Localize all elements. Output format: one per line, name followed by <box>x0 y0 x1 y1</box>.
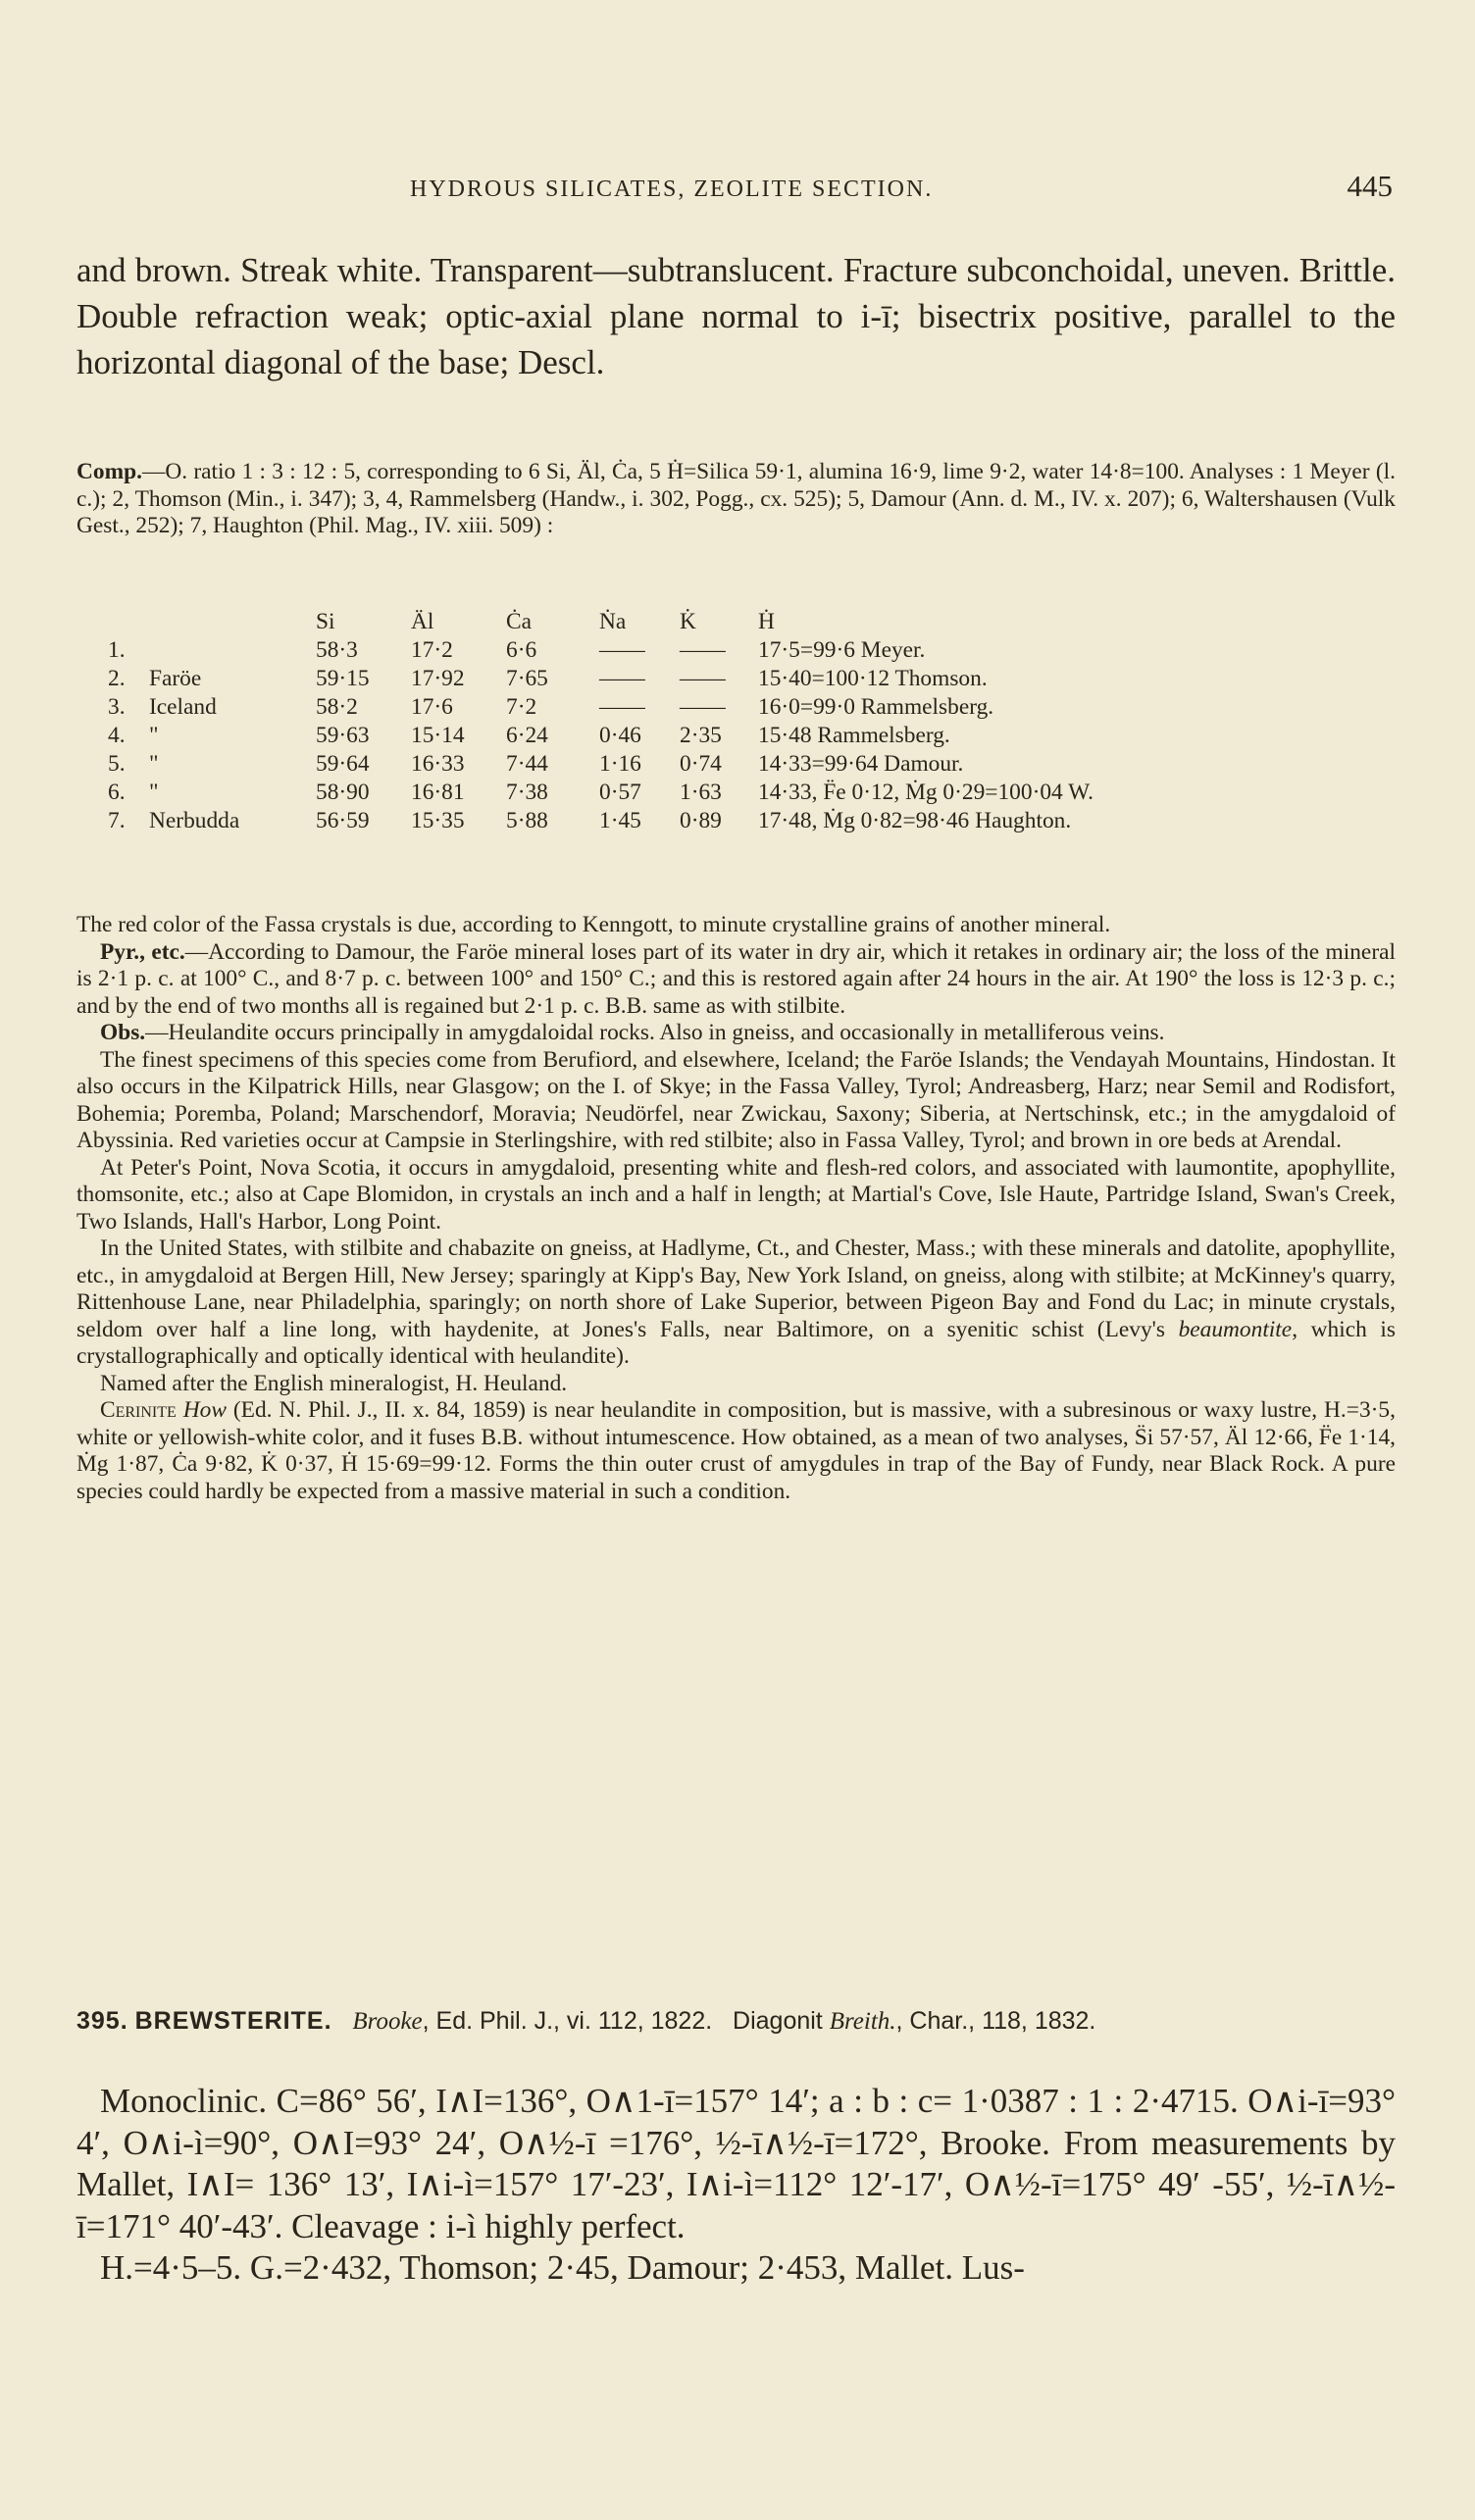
table-cell: 15·14 <box>411 723 465 748</box>
red-color-note: The red color of the Fassa crystals is due, according to Kenngott, to minute crystalline grains of another mineral. <box>76 912 1111 937</box>
breith-ref: , Char., 118, 1832. <box>895 2007 1096 2035</box>
table-cell: 56·59 <box>316 808 370 833</box>
table-cell: 5. <box>108 751 126 777</box>
table-cell: 16·0=99·0 Rammelsberg. <box>758 694 994 720</box>
brooke-ref: , Ed. Phil. J., vi. 112, 1822. <box>422 2007 713 2035</box>
comp-label: Comp. <box>76 459 142 484</box>
table-row <box>108 750 1288 779</box>
comp-text: —O. ratio 1 : 3 : 12 : 5, corresponding to 6 Si, Äl, Ċa, 5 Ḣ=Silica 59·1, alumina 16·9, lime 9·2, water 14·8=100. Analyses : 1 Meyer (l. c.); 2, Thomson (Min., i. 347); 3, 4, Rammelsberg (Handw., i. 302, Pogg., cx. 525); 5, Damour (Ann. d. M., IV. x. 207); 6, Waltershausen (Vulk Gest., 252); 7, Haughton (Phil. Mag., IV. xiii. 509) : <box>76 459 1396 538</box>
table-cell: 7·44 <box>506 751 548 777</box>
header-cell <box>108 608 149 636</box>
analyses-table <box>108 608 1288 835</box>
analyses-header-row <box>108 608 1288 636</box>
table-row <box>108 779 1288 807</box>
table-cell: Iceland <box>149 694 217 720</box>
table-cell: 58·90 <box>316 780 370 805</box>
table-cell: 2·35 <box>680 723 722 748</box>
table-cell: " <box>149 751 159 777</box>
table-cell: —— <box>680 694 726 720</box>
table-cell: Faröe <box>149 666 202 691</box>
cerinite-author: How <box>182 1397 227 1423</box>
running-title: HYDROUS SILICATES, ZEOLITE SECTION. <box>410 176 934 202</box>
table-cell: 6·24 <box>506 723 548 748</box>
brewsterite-description <box>76 2081 1396 2290</box>
cerinite-paragraph <box>76 1397 1396 1505</box>
page-header <box>76 169 1393 208</box>
lead-paragraph: and brown. Streak white. Transparent—subtranslucent. Fracture subconchoidal, uneven. Brittle. Double refraction weak; optic-axial plane normal to i-ī; bisectrix positive, parallel to the horizontal diagonal of the base; Descl. <box>76 251 1396 381</box>
table-cell: —— <box>599 666 645 691</box>
header-cell: Ċa <box>506 609 532 634</box>
table-cell: 1·45 <box>599 808 641 833</box>
table-cell: 1·63 <box>680 780 722 805</box>
table-cell: 7·38 <box>506 780 548 805</box>
section-name: BREWSTERITE. <box>134 2007 332 2035</box>
nova-scotia-paragraph: At Peter's Point, Nova Scotia, it occurs in amygdaloid, presenting white and flesh-red colors, and associated with laumontite, apophyllite, thomsonite, etc.; also at Cape Blomidon, in crystals an inch and a half in length; at Martial's Cove, Isle Haute, Partridge Island, Swan's Creek, Two Islands, Hall's Harbor, Long Point. <box>76 1154 1396 1235</box>
table-cell: 0·46 <box>599 723 641 748</box>
table-cell: 59·15 <box>316 666 370 691</box>
breith-author: Breith. <box>829 2008 896 2035</box>
united-states-paragraph <box>76 1235 1396 1371</box>
obs-label: Obs. <box>100 1020 146 1045</box>
table-cell: 3. <box>108 694 126 720</box>
brooke-author: Brooke <box>352 2008 423 2035</box>
table-cell: 0·89 <box>680 808 722 833</box>
table-cell: 15·40=100·12 Thomson. <box>758 666 988 691</box>
us-text-italic: beaumontite <box>1178 1316 1293 1342</box>
table-cell: 1·16 <box>599 751 641 777</box>
crystallography-paragraph: Monoclinic. C=86° 56′, I∧I=136°, O∧1-ī=157° 14′; a : b : c= 1·0387 : 1 : 2·4715. O∧i-ī=93° 4′, O∧i-ì=90°, O∧I=93° 24′, O∧½-ī =176°, ½-ī∧½-ī=172°, Brooke. From measurements by Mallet, I∧I= 136° 13′, I∧i-ì=157° 17′-23′, I∧i-ì=112° 12′-17′, O∧½-ī=175° 49′ -55′, ½-ī∧½-ī=171° 40′-43′. Cleavage : i-ì highly perfect. <box>76 2082 1396 2245</box>
named-after-paragraph: Named after the English mineralogist, H. Heuland. <box>100 1370 568 1396</box>
hardness-paragraph: H.=4·5–5. G.=2·432, Thomson; 2·45, Damour; 2·453, Mallet. Lus- <box>100 2248 1025 2287</box>
table-cell: 58·2 <box>316 694 358 720</box>
table-cell: —— <box>680 637 726 663</box>
table-cell: —— <box>599 637 645 663</box>
table-cell <box>149 636 316 665</box>
table-cell: 6·6 <box>506 637 537 663</box>
table-cell: 0·74 <box>680 751 722 777</box>
table-cell: —— <box>599 694 645 720</box>
table-row <box>108 693 1288 722</box>
header-cell: Ḣ <box>758 609 775 634</box>
table-cell: 16·33 <box>411 751 465 777</box>
table-cell: 14·33, F̈e 0·12, Ṁg 0·29=100·04 W. <box>758 780 1094 805</box>
table-cell: 58·3 <box>316 637 358 663</box>
table-cell: 59·63 <box>316 723 370 748</box>
table-cell: 16·81 <box>411 780 465 805</box>
obs-paragraph <box>76 1020 1396 1047</box>
diagonit-label: Diagonit <box>733 2007 823 2035</box>
table-cell: 6. <box>108 780 126 805</box>
table-cell: " <box>149 723 159 748</box>
pyr-text: —According to Damour, the Faröe mineral loses part of its water in dry air, which it retakes in ordinary air; the loss of the mineral is 2·1 p. c. at 100° C., and 8·7 p. c. between 100° and 150° C.; and this is restored again after 24 hours in the air. At 190° the loss is 12·3 p. c.; and by the end of two months all is regained but 2·1 p. c. B.B. same as with stilbite. <box>76 938 1396 1019</box>
header-cell <box>149 608 316 636</box>
cerinite-text: (Ed. N. Phil. J., II. x. 84, 1859) is near heulandite in composition, but is massive, with a subresinous or waxy lustre, H.=3·5, white or yellowish-white color, and it fuses B.B. without intumescence. How obtained, as a mean of two analyses, S̈i 57·57, Äl 12·66, F̈e 1·14, Ṁg 1·87, Ċa 9·82, K̇ 0·37, Ḣ 15·69=99·12. Forms the thin outer crust of amygdules in trap of the Bay of Fundy, near Black Rock. A pure species could hardly be expected from a massive material in such a condition. <box>76 1397 1396 1504</box>
table-cell: 17·5=99·6 Meyer. <box>758 637 926 663</box>
header-cell: K̇ <box>680 609 696 634</box>
table-row <box>108 722 1288 750</box>
table-cell: 7·65 <box>506 666 548 691</box>
page-number: 445 <box>1347 169 1393 203</box>
header-cell: Ṅa <box>599 609 627 634</box>
section-number: 395. <box>76 2007 128 2035</box>
table-cell: 17·2 <box>411 637 453 663</box>
table-cell: 7. <box>108 808 126 833</box>
table-cell: 0·57 <box>599 780 641 805</box>
composition-paragraph <box>76 459 1396 540</box>
obs-text: —Heulandite occurs principally in amygdaloidal rocks. Also in gneiss, and occasionally in metalliferous veins. <box>145 1020 1165 1045</box>
table-cell: 59·64 <box>316 751 370 777</box>
table-row <box>108 807 1288 835</box>
table-cell: 15·48 Rammelsberg. <box>758 723 950 748</box>
table-cell: 2. <box>108 666 126 691</box>
table-cell: —— <box>680 666 726 691</box>
notes-block <box>76 912 1396 1505</box>
cerinite-label: Cerinite <box>100 1397 177 1423</box>
pyr-label: Pyr., etc. <box>100 938 185 965</box>
us-text-a: In the United States, with stilbite and chabazite on gneiss, at Hadlyme, Ct., and Chester, Mass.; with these minerals and datolite, apophyllite, etc., in amygdaloid at Bergen Hill, New Jersey; sparingly at Kipp's Bay, New York Island, on gneiss, along with stilbite; at McKinney's quarry, Rittenhouse Lane, near Philadelphia, sparingly; on north shore of Lake Superior, between Pigeon Bay and Fond du Lac; in minute crystals, seldom over half a line long, with haydenite, at Jones's Falls, near Baltimore, on a syenitic schist (Levy's <box>76 1235 1396 1342</box>
header-cell: Äl <box>411 609 434 634</box>
table-cell: 1. <box>108 637 126 663</box>
us-text-b: , which is crystallographically and optically identical with heulandite). <box>76 1316 1397 1369</box>
table-cell: 17·48, Ṁg 0·82=98·46 Haughton. <box>758 808 1072 833</box>
table-cell: " <box>149 780 159 805</box>
table-cell: 17·92 <box>411 666 465 691</box>
table-row <box>108 636 1288 665</box>
table-cell: 7·2 <box>506 694 537 720</box>
table-cell: 4. <box>108 723 126 748</box>
table-cell: 15·35 <box>411 808 465 833</box>
pyr-paragraph <box>76 939 1396 1021</box>
localities-paragraph: The finest specimens of this species come from Berufiord, and elsewhere, Iceland; the Faröe Islands; the Vendayah Mountains, Hindostan. It also occurs in the Kilpatrick Hills, near Glasgow; on the I. of Skye; in the Fassa Valley, Tyrol; Andreasberg, Harz; near Semil and Rodisfort, Bohemia; Poremba, Poland; Marschendorf, Moravia; Neudörfel, near Zwickau, Saxony; Siberia, at Nertschinsk, etc.; in the amygdaloid of Abyssinia. Red varieties occur at Campsie in Sterlingshire, with red stilbite; also in Fassa Valley, Tyrol; and brown in ore beds at Arendal. <box>76 1046 1396 1153</box>
table-cell: 5·88 <box>506 808 548 833</box>
table-row <box>108 665 1288 693</box>
table-cell: 17·6 <box>411 694 453 720</box>
table-cell: 14·33=99·64 Damour. <box>758 751 964 777</box>
header-cell: Si <box>316 609 335 634</box>
section-heading <box>76 2007 1410 2036</box>
table-cell: Nerbudda <box>149 808 240 833</box>
